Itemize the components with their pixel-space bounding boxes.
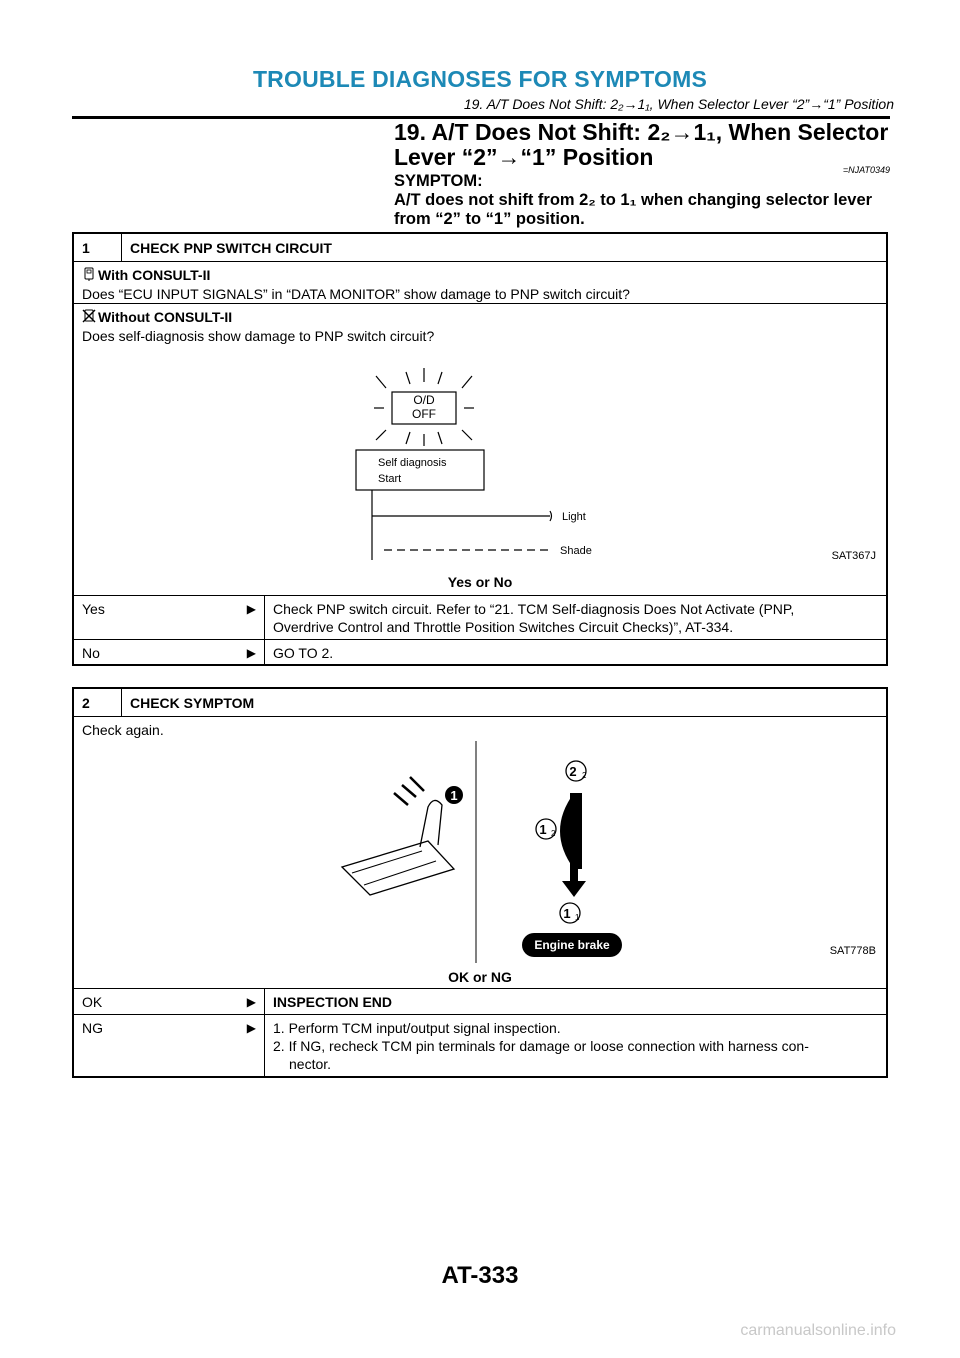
step1-label: CHECK PNP SWITCH CIRCUIT <box>130 239 332 256</box>
pos-1-1-sub: 1 <box>575 913 580 922</box>
step1-result-no <box>74 640 886 664</box>
step2-check <box>74 717 886 989</box>
result-no-line1: GO TO 2. <box>273 645 334 661</box>
lamp-text-2: OFF <box>412 407 436 421</box>
reference-code: =NJAT0349 <box>842 165 890 175</box>
lever-badge: 1 <box>450 788 458 803</box>
result-ng-line1: 1. Perform TCM input/output signal inspection. <box>273 1020 561 1036</box>
consult-tester-icon <box>82 267 96 285</box>
section-title-line1: 19. A/T Does Not Shift: 2₂→1₁, When Selector <box>394 119 889 145</box>
self-diagnosis-figure <box>354 364 634 560</box>
symptom-block <box>394 172 894 229</box>
engine-brake-label: Engine brake <box>534 938 610 952</box>
symptom-label: SYMPTOM: <box>394 172 483 190</box>
step2-header <box>74 689 886 717</box>
lamp-text-1: O/D <box>413 393 435 407</box>
watermark: carmanualsonline.info <box>740 1322 896 1339</box>
step1-question: Yes or No <box>447 574 513 590</box>
section-title-line2: Lever “2”→“1” Position <box>394 144 654 170</box>
with-consult-text: Does “ECU INPUT SIGNALS” in “DATA MONITOR” show damage to PNP switch circuit? <box>82 286 630 303</box>
step1-number: 1 <box>74 234 122 261</box>
step1-without-consult <box>74 304 886 596</box>
result-yes-line1: Check PNP switch circuit. Refer to “21. TCM Self-diagnosis Does Not Activate (PNP, <box>273 601 795 617</box>
step1-box <box>72 232 888 666</box>
step2-text: Check again. <box>82 722 164 738</box>
section-title <box>394 120 890 170</box>
result-ok-line1: INSPECTION END <box>273 994 393 1010</box>
result-yes-line2: Overdrive Control and Throttle Position Switches Circuit Checks)”, AT-334. <box>273 619 734 635</box>
without-consult-title: Without CONSULT-II <box>98 309 233 325</box>
step2-result-ok <box>74 989 886 1015</box>
step1-result-yes <box>74 596 886 640</box>
shade-label: Shade <box>560 545 592 557</box>
page-header-subtitle: 19. A/T Does Not Shift: 2₂→1₁, When Selector Lever “2”→“1” Position <box>463 96 894 112</box>
step2-label: CHECK SYMPTOM <box>130 694 255 711</box>
page-number: AT-333 <box>441 1262 519 1289</box>
pos-1-2-sub: 2 <box>551 829 556 838</box>
pos-1-1: 1 <box>563 906 571 921</box>
result-ng-line3: nector. <box>289 1056 332 1072</box>
self-diagnosis-box <box>356 450 484 490</box>
step1-header <box>74 234 886 262</box>
result-ng-line2: 2. If NG, recheck TCM pin terminals for damage or loose connection with harness con- <box>273 1038 809 1054</box>
step2-box <box>72 687 888 1078</box>
with-consult-title: With CONSULT-II <box>98 267 211 283</box>
pos-2-2-sub: 2 <box>582 771 587 780</box>
arrow-right-icon: ▶ <box>246 1021 256 1035</box>
symptom-line1: A/T does not shift from 2₂ to 1₁ when changing selector lever <box>394 191 873 209</box>
without-consult-text: Does self-diagnosis show damage to PNP switch circuit? <box>82 328 435 345</box>
result-key-yes: Yes <box>82 601 105 617</box>
arrow-right-icon: ▶ <box>246 602 256 616</box>
result-key-ng: NG <box>82 1020 103 1036</box>
step2-question: OK or NG <box>448 969 512 985</box>
figure-code-2: SAT778B <box>829 945 876 957</box>
arrow-right-icon: ▶ <box>246 646 256 660</box>
figure-code-1: SAT367J <box>831 550 876 562</box>
arrow-right-icon: ▶ <box>246 995 256 1009</box>
selector-lever-figure <box>324 737 644 963</box>
step2-result-ng <box>74 1015 886 1076</box>
down-arrow-icon <box>562 881 586 897</box>
pos-1-2: 1 <box>539 822 547 837</box>
pos-2-2: 2 <box>569 764 577 779</box>
result-key-no: No <box>82 645 100 661</box>
box-text-2: Start <box>378 473 402 485</box>
lever-shape <box>420 800 442 847</box>
step1-with-consult <box>74 262 886 304</box>
result-key-ok: OK <box>82 994 103 1010</box>
box-text-1: Self diagnosis <box>378 457 447 469</box>
symptom-line2: from “2” to “1” position. <box>394 210 585 228</box>
page-header-title: TROUBLE DIAGNOSES FOR SYMPTOMS <box>252 66 708 92</box>
shift-gate-shape <box>342 841 454 895</box>
no-tester-icon <box>82 309 96 327</box>
step2-number: 2 <box>74 689 122 716</box>
light-label: Light <box>562 511 586 523</box>
